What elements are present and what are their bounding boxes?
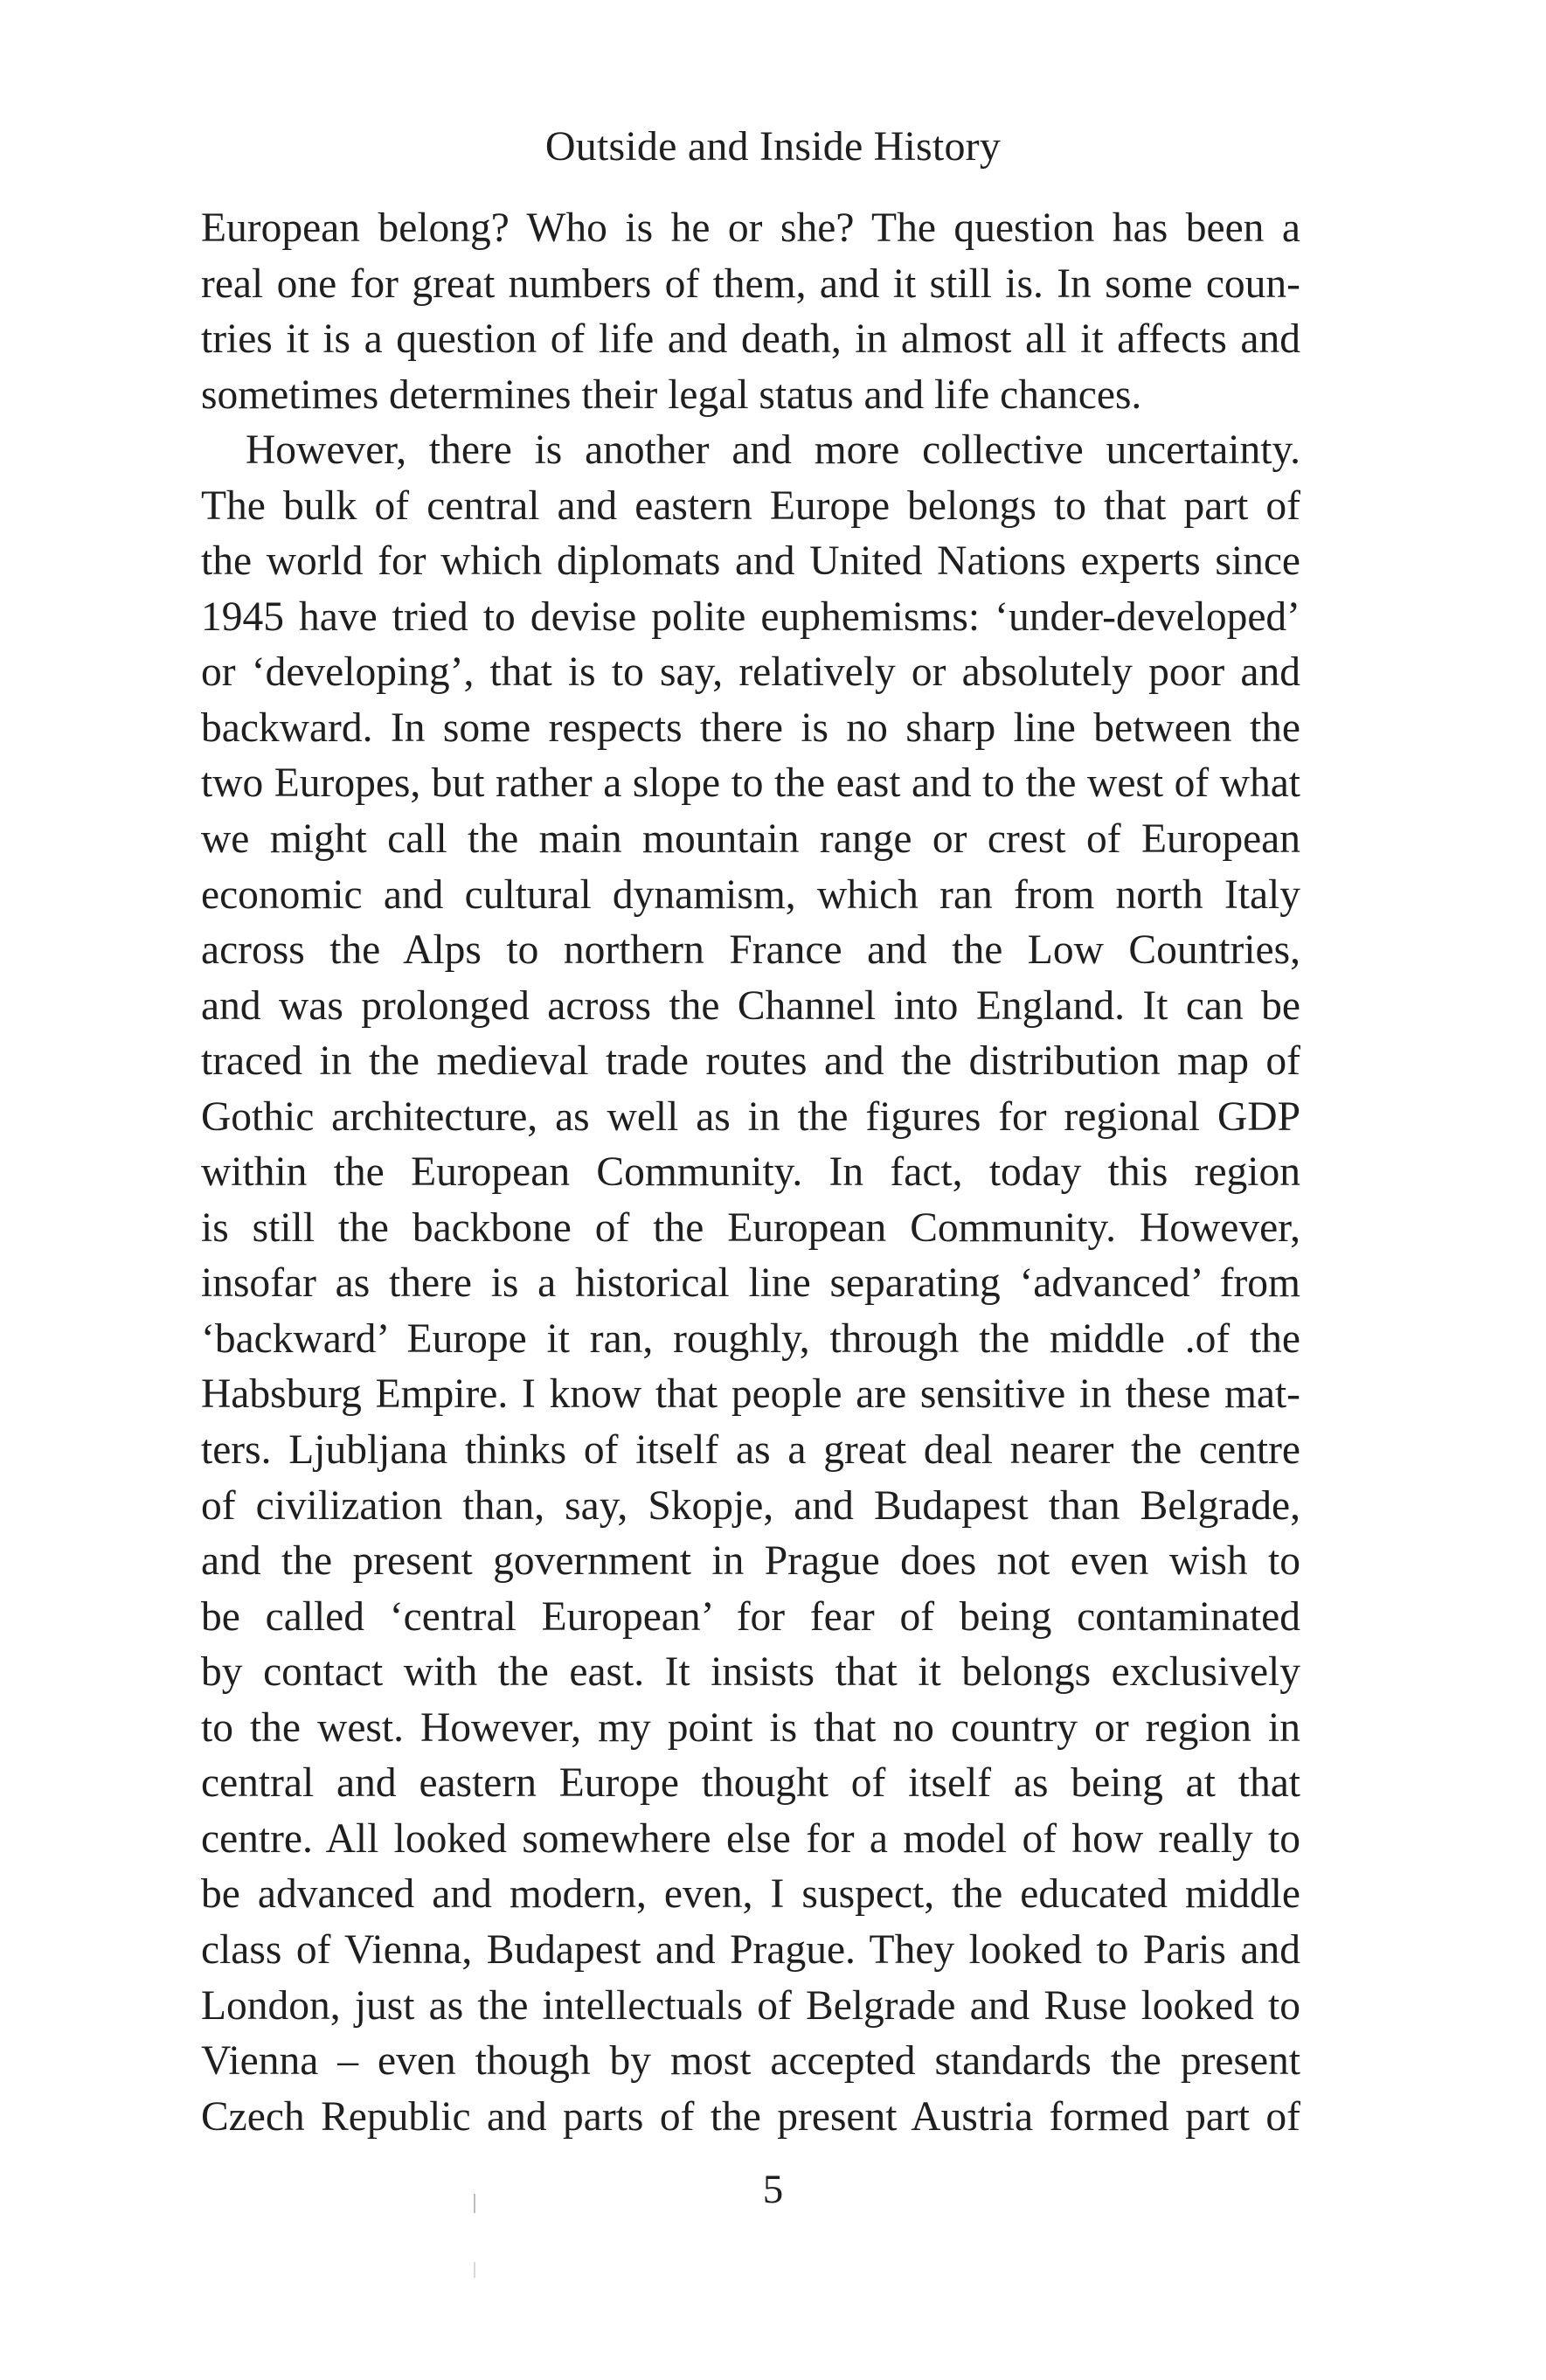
- text-line: across the Alps to northern France and the Low Countries,: [201, 927, 1300, 974]
- text-line: 1945 have tried to devise polite euphemisms: ‘under-developed’: [201, 593, 1300, 640]
- text-line: and the present government in Prague does not even wish to: [201, 1538, 1300, 1585]
- text-line: be called ‘central European’ for fear of being contaminated: [201, 1593, 1300, 1640]
- text-line: of civilization than, say, Skopje, and Budapest than Belgrade,: [201, 1482, 1300, 1529]
- text-line: The bulk of central and eastern Europe belongs to that part of: [201, 482, 1300, 529]
- text-line: the world for which diplomats and United Nations experts since: [201, 538, 1300, 585]
- scan-artifact-mark: [474, 2194, 475, 2213]
- text-line: Czech Republic and parts of the present Austria formed part of: [201, 2093, 1300, 2140]
- text-line: we might call the main mountain range or crest of European: [201, 816, 1300, 863]
- text-line: within the European Community. In fact, today this region: [201, 1149, 1300, 1196]
- text-line: economic and cultural dynamism, which ran from north Italy: [201, 871, 1300, 918]
- page-number: 5: [762, 2167, 784, 2212]
- scan-artifact-mark: [474, 2262, 475, 2278]
- text-line: by contact with the east. It insists that it belongs exclusively: [201, 1649, 1300, 1696]
- text-line: Gothic architecture, as well as in the figures for regional GDP: [201, 1093, 1300, 1140]
- text-line: class of Vienna, Budapest and Prague. They looked to Paris and: [201, 1926, 1300, 1973]
- text-line: to the west. However, my point is that no country or region in: [201, 1704, 1300, 1751]
- text-line: central and eastern Europe thought of itself as being at that: [201, 1760, 1300, 1807]
- text-line: centre. All looked somewhere else for a model of how really to: [201, 1815, 1300, 1862]
- text-line: two Europes, but rather a slope to the east and to the west of what: [201, 760, 1300, 807]
- text-line: However, there is another and more collective uncertainty.: [246, 427, 1300, 474]
- text-line: insofar as there is a historical line separating ‘advanced’ from: [201, 1260, 1300, 1307]
- text-line: traced in the medieval trade routes and the distribution map of: [201, 1038, 1300, 1085]
- text-line: backward. In some respects there is no sharp line between the: [201, 704, 1300, 751]
- text-line: real one for great numbers of them, and it still is. In some coun-: [201, 260, 1300, 307]
- text-line: be advanced and modern, even, I suspect, the educated middle: [201, 1871, 1300, 1918]
- running-head: Outside and Inside History: [544, 123, 1002, 170]
- text-line: Habsburg Empire. I know that people are sensitive in these mat-: [201, 1371, 1300, 1418]
- text-line: tries it is a question of life and death, in almost all it affects and: [201, 316, 1300, 363]
- text-line: Vienna – even though by most accepted standards the present: [201, 2038, 1300, 2085]
- text-line: or ‘developing’, that is to say, relatively or absolutely poor and: [201, 649, 1300, 696]
- text-line: ters. Ljubljana thinks of itself as a great deal nearer the centre: [201, 1427, 1300, 1474]
- text-line: sometimes determines their legal status and life chances.: [201, 371, 1142, 418]
- text-line: London, just as the intellectuals of Belgrade and Ruse looked to: [201, 1982, 1300, 2029]
- text-line: European belong? Who is he or she? The question has been a: [201, 205, 1300, 251]
- body-text: [201, 201, 1300, 2145]
- text-line: and was prolonged across the Channel into England. It can be: [201, 982, 1300, 1029]
- text-line: is still the backbone of the European Community. However,: [201, 1204, 1300, 1251]
- text-line: ‘backward’ Europe it ran, roughly, through the middle .of the: [201, 1315, 1300, 1362]
